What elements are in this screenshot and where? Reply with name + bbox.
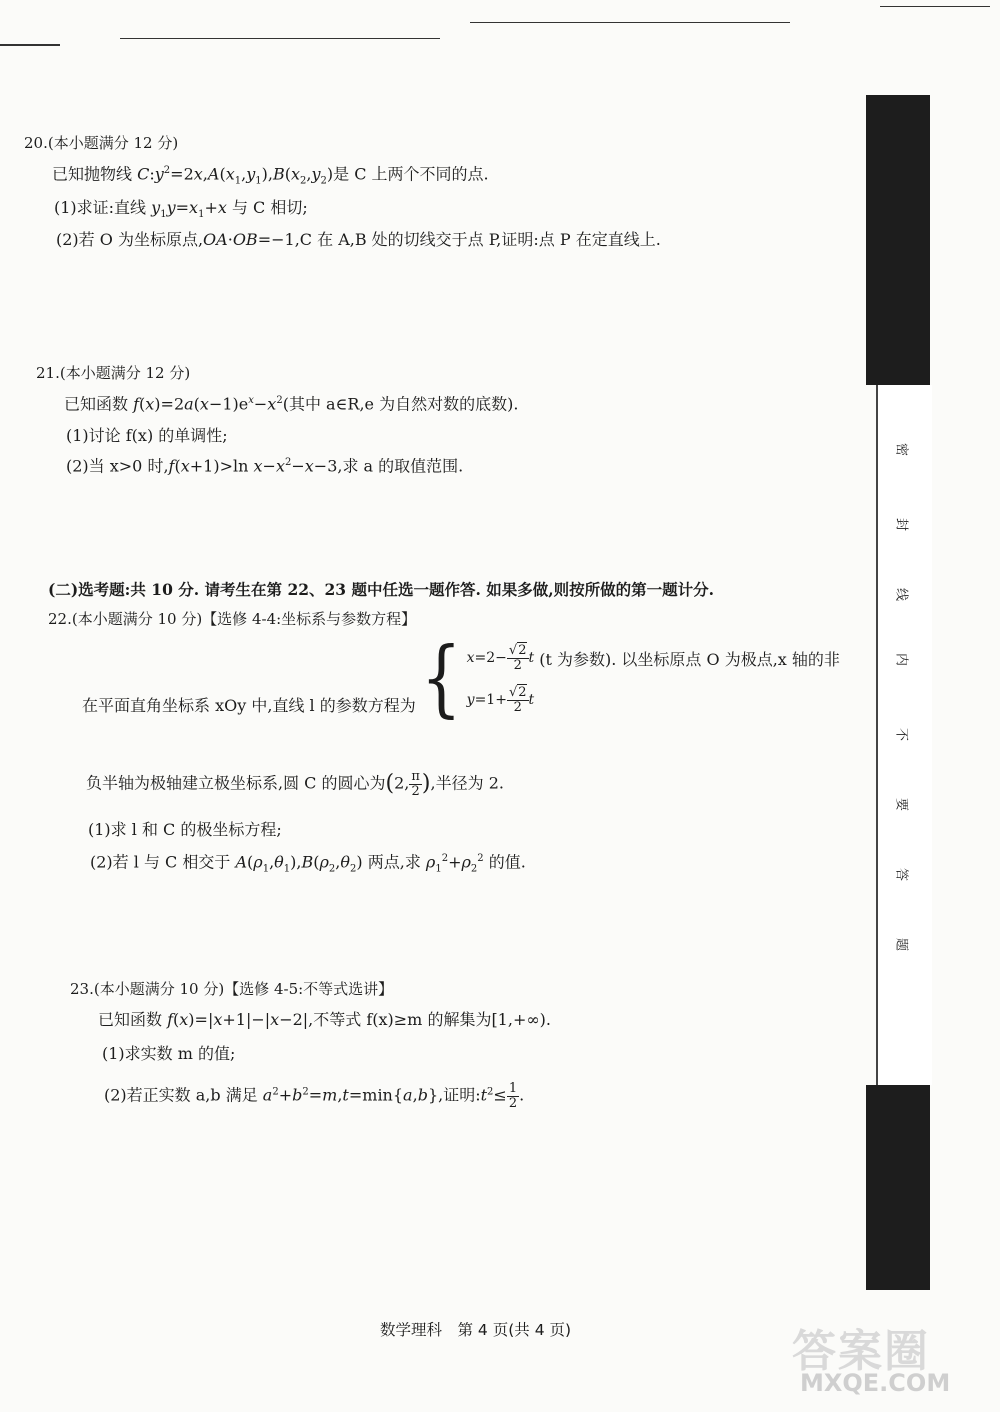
strip-char: 封 bbox=[893, 517, 909, 531]
question-22-stem-continued: 负半轴为极轴建立极坐标系,圆 C 的圆心为(2, $\frac{\pi}{2}$ ),半径为 2. bbox=[86, 769, 504, 799]
section-2-heading: (二)选考题:共 10 分. 请考生在第 22、23 题中任选一题作答. 如果多做,则按所做的第一题计分. bbox=[48, 580, 715, 599]
scan-line bbox=[880, 6, 990, 7]
strip-char: 不 bbox=[893, 727, 909, 741]
question-20-part1: (1)求证:直线 $y_1y=x_1+x$ 与 C 相切; bbox=[54, 198, 308, 221]
part2-suffix: ,证明: bbox=[438, 1085, 481, 1105]
question-22-stem bbox=[82, 631, 840, 728]
question-21-part2: (2)当 x>0 时,f(x+1)>ln $x-x^2-x-3$,求 a 的取值范围. bbox=[66, 456, 464, 476]
part2-middle: 两点,求 bbox=[362, 852, 426, 872]
stem-prefix: 已知函数 bbox=[64, 394, 134, 414]
watermark bbox=[792, 1315, 982, 1400]
part2-prefix: (2)若 O 为坐标原点, bbox=[56, 230, 204, 249]
question-20-part2: (2)若 O 为坐标原点,OA·OB=−1,C 在 A,B 处的切线交于点 P,证明:点 P 在定直线上. bbox=[56, 230, 661, 249]
strip-char: 答 bbox=[893, 867, 909, 881]
question-23-title: 23.(本小题满分 10 分)【选修 4-5:不等式选讲】 bbox=[70, 980, 394, 998]
binding-strip bbox=[866, 95, 930, 1290]
strip-char: 要 bbox=[893, 797, 909, 811]
part2-suffix: ,求 a 的取值范围. bbox=[337, 456, 464, 476]
question-21-stem: 已知函数 $f(x)=2a(x-1)e^x-x^2$(其中 a∈R,e 为自然对数的底数). bbox=[64, 394, 519, 414]
stem-prefix: 已知函数 bbox=[98, 1010, 168, 1029]
page-footer: 数学理科 第 4 页(共 4 页) bbox=[380, 1321, 572, 1339]
strip-dark-top bbox=[866, 95, 930, 385]
strip-char: 题 bbox=[893, 937, 909, 951]
question-22-part1: (1)求 l 和 C 的极坐标方程; bbox=[88, 820, 282, 839]
watermark-logo: 答案圈 bbox=[792, 1326, 930, 1377]
part2-prefix: (2)若正实数 a,b 满足 bbox=[104, 1085, 263, 1105]
strip-char: 线 bbox=[893, 587, 909, 601]
part1-suffix: 与 C 相切; bbox=[226, 198, 308, 217]
stem-suffix: 是 C 上两个不同的点. bbox=[333, 164, 489, 184]
question-22-part2: (2)若 l 与 C 相交于 $A(\rho_1,\theta_1),B(\rho_2,\theta_2)$ 两点,求 $\rho_1^2+\rho_2^2$ 的值. bbox=[90, 852, 526, 875]
scan-line bbox=[0, 44, 60, 46]
question-20-title: 20.(本小题满分 12 分) bbox=[24, 134, 179, 152]
strip-char: 内 bbox=[893, 652, 909, 666]
stem2-suffix: ,半径为 2. bbox=[430, 773, 504, 793]
strip-char: 密 bbox=[893, 442, 909, 456]
part2-prefix: (2)当 x>0 时, bbox=[66, 456, 169, 476]
question-23-part2: (2)若正实数 a,b 满足 $a^2+b^2=m,t=\min\{a,b\}$,证明$:t^2\le$ $\frac{1}{2}$ . bbox=[104, 1081, 525, 1111]
question-21-part1: (1)讨论 f(x) 的单调性; bbox=[66, 426, 228, 445]
parametric-system: { x=2− $\frac{√2}{2}$ t y=1+ $\frac{√2}{2}$ t bbox=[420, 631, 535, 728]
question-22-title: 22.(本小题满分 10 分)【选修 4-4:坐标系与参数方程】 bbox=[48, 610, 417, 628]
scan-line bbox=[470, 22, 790, 23]
stem2-prefix: 负半轴为极轴建立极坐标系,圆 C 的圆心为 bbox=[86, 773, 386, 793]
stem-prefix: 已知抛物线 bbox=[52, 164, 138, 184]
question-23-stem: 已知函数 f(x)=|x+1|−|x−2|,不等式 f(x)≥m 的解集为[1,+∞). bbox=[98, 1010, 552, 1029]
scan-line bbox=[120, 38, 440, 39]
stem-prefix: 在平面直角坐标系 xOy 中,直线 l 的参数方程为 bbox=[82, 696, 416, 715]
stem-suffix: (其中 a∈R,e 为自然对数的底数). bbox=[282, 394, 519, 414]
part2-suffix: 的值. bbox=[483, 852, 526, 872]
stem-suffix: (t 为参数). 以坐标原点 O 为极点,x 轴的非 bbox=[539, 650, 840, 669]
watermark-url: MXQE.COM bbox=[800, 1369, 951, 1397]
part2-suffix: ,C 在 A,B 处的切线交于点 P,证明:点 P 在定直线上. bbox=[294, 230, 661, 249]
question-21-title: 21.(本小题满分 12 分) bbox=[36, 364, 191, 382]
stem-suffix: ,不等式 f(x)≥m 的解集为[1,+∞). bbox=[308, 1010, 552, 1029]
strip-dark-bottom bbox=[866, 1085, 930, 1290]
part2-prefix: (2)若 l 与 C 相交于 bbox=[90, 852, 236, 872]
question-20-stem: 已知抛物线 $C:y^2=2x,A(x_1,y_1),B(x_2,y_2)$是 C 上两个不同的点. bbox=[52, 164, 489, 187]
question-23-part1: (1)求实数 m 的值; bbox=[102, 1044, 236, 1063]
part1-prefix: (1)求证:直线 bbox=[54, 198, 152, 217]
brace: { bbox=[420, 631, 462, 728]
